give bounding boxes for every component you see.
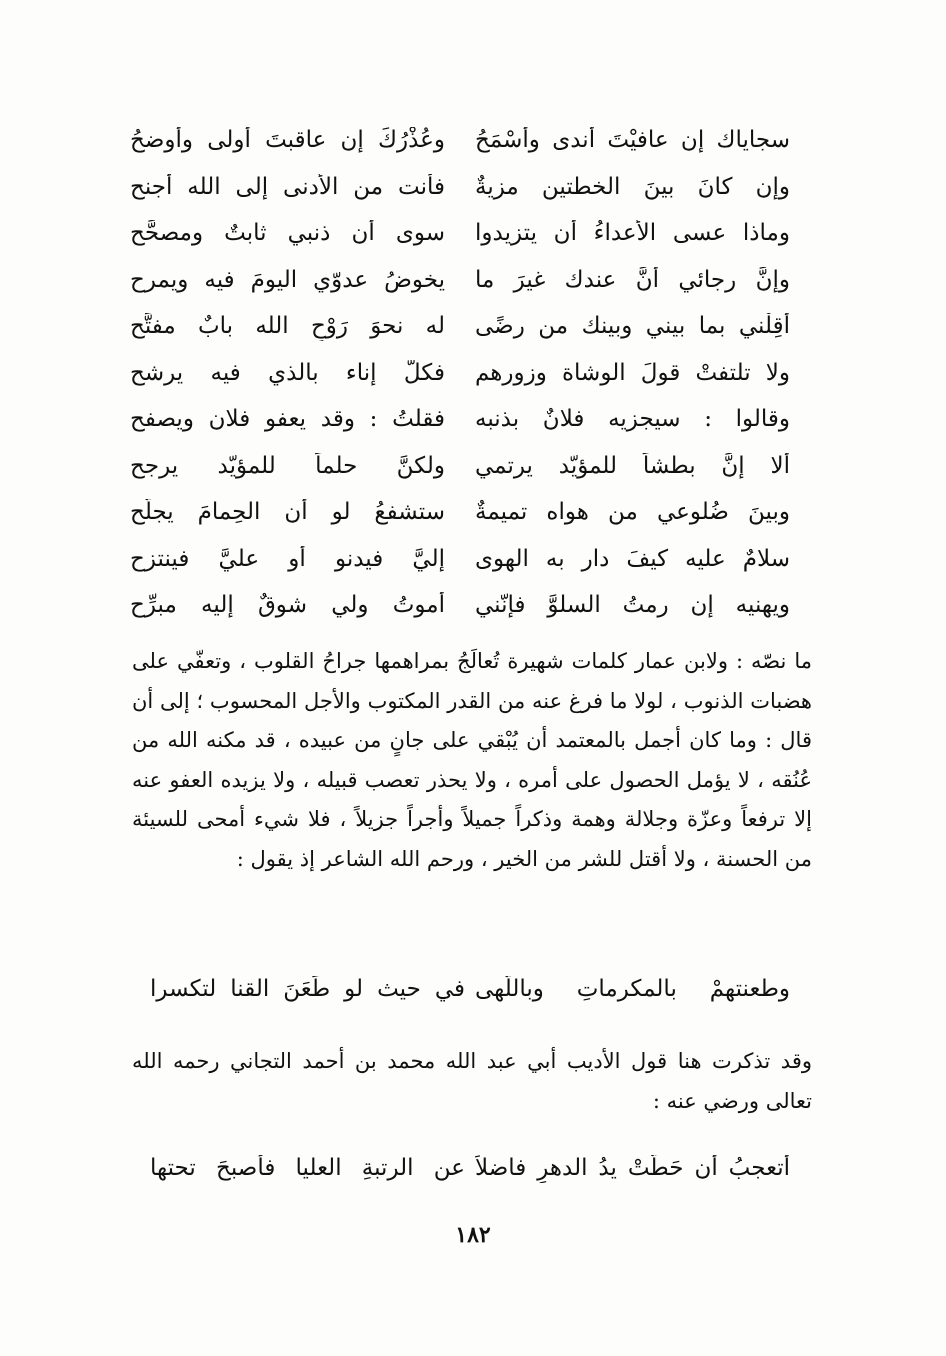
verse-line	[130, 583, 790, 630]
verse-line	[130, 490, 790, 537]
first-hemistich: سلامٌ عليه كيفَ دار به الهوى	[475, 545, 790, 572]
poem-block	[130, 118, 790, 630]
verse-line	[130, 165, 790, 212]
first-hemistich: ألا إنَّ بطشاً للمؤيّد يرتمي	[475, 452, 790, 479]
second-hemistich: ستشفعُ لو أن الحِمامَ يجلّح	[130, 499, 445, 526]
first-hemistich: وماذا عسى الأعداءُ أن يتزيدوا	[475, 220, 790, 247]
second-hemistich: وعُذْرُكَ إن عاقبتَ أولى وأوضحُ	[130, 127, 445, 154]
page-number: ١٨٢	[455, 1222, 491, 1248]
second-hemistich: عن الرتبةِ العليا فأصبحَ تحتها	[150, 1155, 465, 1182]
prose-paragraph	[132, 1042, 812, 1121]
first-hemistich: وقالوا : سيجزيه فلانٌ بذنبه	[475, 406, 790, 433]
first-hemistich: ولا تلتفتْ قولَ الوشاة وزورهم	[475, 359, 790, 386]
first-hemistich: وإن كانَ بينَ الخطتين مزيةٌ	[475, 173, 790, 200]
second-hemistich: يخوضُ عدوّي اليومَ فيه ويمرح	[130, 266, 445, 293]
prose-text: وقد تذكرت هنا قول الأديب أبي عبد الله محمد بن أحمد التجاني رحمه الله تعالى ورضي عنه :	[132, 1049, 812, 1113]
verse-line	[130, 304, 790, 351]
second-hemistich: أموتُ ولي شوقٌ إليه مبرِّح	[130, 592, 445, 619]
prose-text: ما نصّه : ولابن عمار كلمات شهيرة تُعالَجُ بمراهمها جراحُ القلوب ، وتعفّي على هضبات الذنوب ، لولا ما فرغ عنه من القدر المكتوب والأجل المحسوب ؛ إلى أن قال : وما كان أجمل بالمعتمد أن يُبْقي على جانٍ من عبيده ، قد مكنه الله من عُنُقه ، لا يؤمل الحصول على أمره ، ولا يحذر تعصب قبيله ، ولا يزيده العفو عنه إلا ترفعاً وعزّة وجلالة وهمة وذكراً جميلاً وأجراً جزيلاً ، فلا شيء أمحى للسيئة من الحسنة ، ولا أقتل للشر من الخير ، ورحم الله الشاعر إذ يقول :	[132, 649, 812, 871]
second-hemistich: فقلتُ : وقد يعفو فلان ويصفح	[130, 406, 445, 433]
verse-line	[130, 397, 790, 444]
verse-line	[130, 211, 790, 258]
first-hemistich: سجاياك إن عافيْتَ أندى وأسْمَحُ	[475, 127, 790, 154]
prose-paragraph	[132, 642, 812, 879]
first-hemistich: ويهنيه إن رمتُ السلوَّ فإنّني	[475, 592, 790, 619]
verse-line	[130, 118, 790, 165]
first-hemistich: وبينَ ضُلوعي من هواه تميمةٌ	[475, 499, 790, 526]
quoted-verse	[150, 967, 790, 1014]
second-hemistich: فكلُّ إناء بالذي فيه يرشح	[130, 359, 445, 386]
verse-line	[130, 351, 790, 398]
first-hemistich: وإنَّ رجائي أنَّ عندك غيرَ ما	[475, 266, 790, 293]
verse-line	[130, 537, 790, 584]
first-hemistich: أقِلْني بما بيني وبينك من رضًى	[475, 313, 790, 340]
verse-line	[130, 444, 790, 491]
second-hemistich: في حيث لو طَعَنَ القنا لتكسرا	[150, 976, 465, 1003]
verse-line	[150, 1146, 790, 1193]
second-hemistich: له نحوَ رَوْحِ الله بابٌ مفتَّح	[130, 313, 445, 340]
quoted-verse	[150, 1146, 790, 1193]
second-hemistich: فأنت من الأدنى إلى الله أجنح	[130, 173, 445, 200]
second-hemistich: سوى أن ذنبي ثابتٌ ومصحَّح	[130, 220, 445, 247]
verse-line	[130, 258, 790, 305]
second-hemistich: إليَّ فيدنو أو عليَّ فينتزح	[130, 545, 445, 572]
second-hemistich: ولكنَّ حلماً للمؤيّد يرجح	[130, 452, 445, 479]
first-hemistich: أتعجبُ أن حَطّتْ يدُ الدهرِ فاضلاً	[475, 1155, 790, 1182]
first-hemistich: وطعنتهمْ بالمكرماتِ وباللُّهى	[475, 976, 790, 1003]
verse-line	[150, 967, 790, 1014]
